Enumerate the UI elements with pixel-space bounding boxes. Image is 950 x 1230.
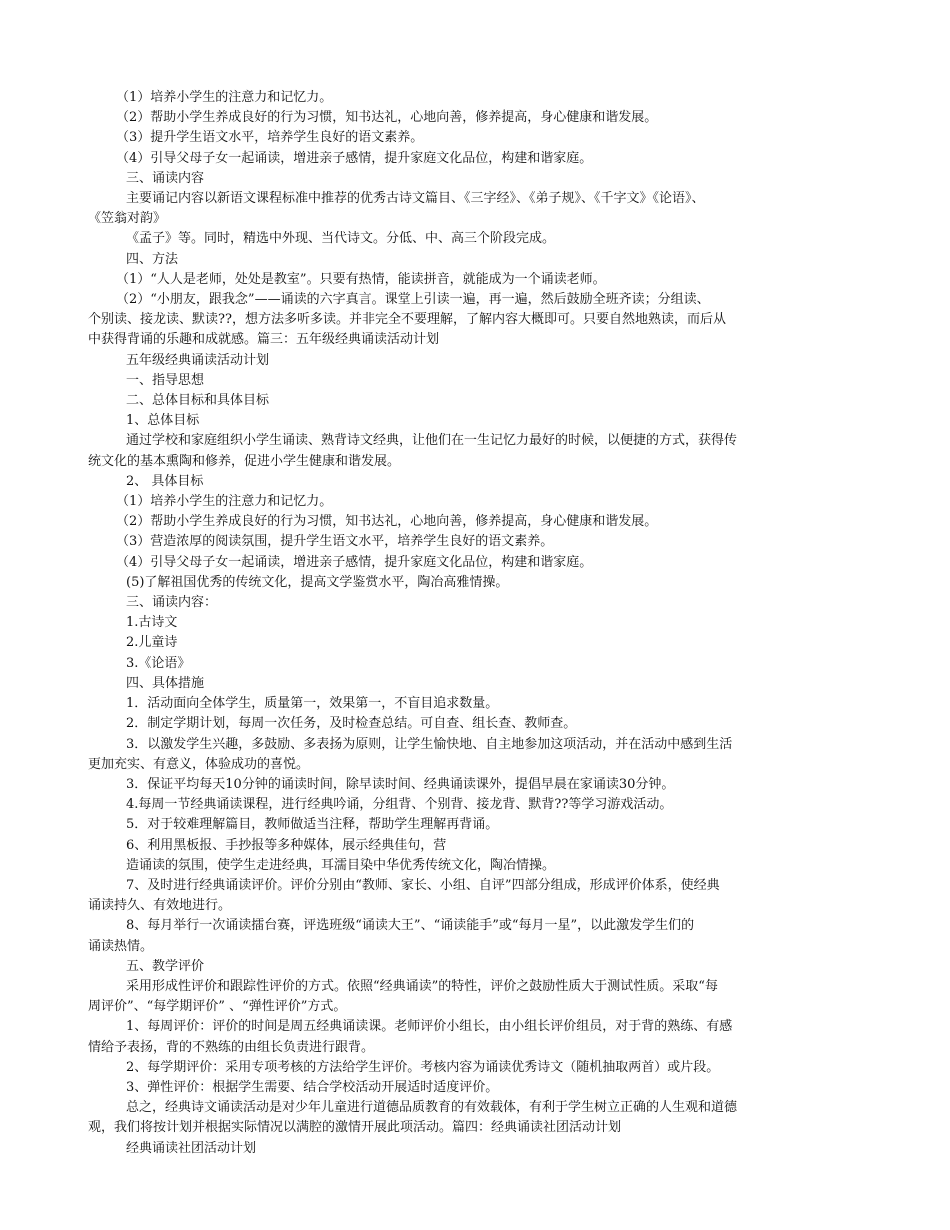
text-line: （3）营造浓厚的阅读氛围，提升学生语文水平，培养学生良好的语文素养。 <box>116 534 554 550</box>
text-line: 3．以激发学生兴趣，多鼓励、多表扬为原则，让学生愉快地、自主地参加这项活动，并在活动中感到生活 <box>126 736 733 752</box>
document-body <box>88 88 860 1159</box>
text-line: 2、 具体目标 <box>126 473 204 489</box>
text-line: 《笠翁对韵》 <box>88 211 167 227</box>
text-line: 3、弹性评价：根据学生需要、结合学校活动开展适时适度评价。 <box>126 1079 499 1095</box>
text-line: 采用形成性评价和跟踪性评价的方式。依照“经典诵读”的特性，评价之鼓励性质大于测试性质。采取“每 <box>126 978 718 994</box>
text-line: 主要诵记内容以新语文课程标准中推荐的优秀古诗文篇目、《三字经》、《弟子规》、《千字文》《论语》、 <box>126 191 705 207</box>
text-line: （4）引导父母子女一起诵读，增进亲子感情，提升家庭文化品位，构建和谐家庭。 <box>116 554 593 570</box>
text-line: （1）培养小学生的注意力和记忆力。 <box>116 90 333 105</box>
text-line: 更加充实、有意义，体验成功的喜悦。 <box>88 756 310 772</box>
text-line: （2）帮助小学生养成良好的行为习惯，知书达礼，心地向善，修养提高，身心健康和谐发展。 <box>116 110 658 126</box>
text-line: 1、每周评价：评价的时间是周五经典诵读课。老师评价小组长，由小组长评价组员，对于背的熟练、有感 <box>126 1019 733 1035</box>
text-line: 个别读、接龙读、默读??，想方法多听多读。并非完全不要理解，了解内容大概即可。只要自然地熟读，而后从 <box>88 312 726 328</box>
text-line: 7、及时进行经典诵读评价。评价分别由“教师、家长、小组、自评”四部分组成，形成评价体系，使经典 <box>126 877 720 893</box>
text-line: 五年级经典诵读活动计划 <box>126 352 270 368</box>
text-line: 1．活动面向全体学生，质量第一，效果第一，不盲目追求数量。 <box>126 696 499 712</box>
text-line: 四、方法 <box>126 251 179 267</box>
text-line: 2.儿童诗 <box>126 635 178 651</box>
text-line: 3．保证平均每天10分钟的诵读时间，除早读时间、经典诵读课外，提倡早晨在家诵读30分钟。 <box>126 776 675 792</box>
text-line: 造诵读的氛围，使学生走进经典，耳濡目染中华优秀传统文化，陶冶情操。 <box>126 857 556 873</box>
text-line: 周评价”、“每学期评价” 、“弹性评价”方式。 <box>88 999 347 1015</box>
text-line: 四、具体措施 <box>126 675 205 691</box>
text-line: 3.《论语》 <box>126 655 191 671</box>
text-line: 诵读持久、有效地进行。 <box>88 898 232 914</box>
text-line: 情给予表扬，背的不熟练的由组长负责进行跟背。 <box>88 1039 375 1055</box>
text-line: 6、利用黑板报、手抄报等多种媒体，展示经典佳句，营 <box>126 837 447 853</box>
text-line: (5)了解祖国优秀的传统文化，提高文学鉴赏水平，陶冶高雅情操。 <box>126 574 509 590</box>
text-line: 1.古诗文 <box>126 615 178 631</box>
text-line: 三、诵读内容 <box>126 170 205 186</box>
text-line: （2）“小朋友，跟我念”——诵读的六字真言。课堂上引读一遍，再一遍，然后鼓励全班齐读；分组读、 <box>116 292 710 308</box>
text-line: （3）提升学生语文水平，培养学生良好的语文素养。 <box>116 130 424 146</box>
text-line: （4）引导父母子女一起诵读，增进亲子感情，提升家庭文化品位，构建和谐家庭。 <box>116 150 593 166</box>
text-line: 一、指导思想 <box>126 372 205 388</box>
text-line: 经典诵读社团活动计划 <box>126 1140 257 1156</box>
text-line: 诵读热情。 <box>88 938 154 954</box>
text-line: 《孟子》等。同时，精选中外现、当代诗文。分低、中、高三个阶段完成。 <box>126 231 556 247</box>
text-line: 8、每月举行一次诵读擂台赛，评选班级“诵读大王”、“诵读能手”或“每月一星”，以此激发学生们的 <box>126 918 695 934</box>
text-line: 统文化的基本熏陶和修养，促进小学生健康和谐发展。 <box>88 453 401 469</box>
text-line: 五、教学评价 <box>126 958 205 974</box>
text-line: 通过学校和家庭组织小学生诵读、熟背诗文经典，让他们在一生记忆力最好的时候，以便捷的方式，获得传 <box>126 433 738 449</box>
text-line: 4.每周一节经典诵读课程，进行经典吟诵，分组背、个别背、接龙背、默背??等学习游戏活动。 <box>126 797 673 813</box>
text-line: 2．制定学期计划，每周一次任务，及时检查总结。可自查、组长查、教师查。 <box>126 716 577 732</box>
text-line: （2）帮助小学生养成良好的行为习惯，知书达礼，心地向善，修养提高，身心健康和谐发展。 <box>116 514 658 530</box>
text-line: 三、诵读内容： <box>126 595 218 611</box>
text-line: （1）“人人是老师，处处是教室”。只要有热情，能读拼音，就能成为一个诵读老师。 <box>116 271 606 287</box>
text-line: 5．对于较难理解篇目，教师做适当注释，帮助学生理解再背诵。 <box>126 817 499 833</box>
text-line: 二、总体目标和具体目标 <box>126 393 270 409</box>
text-line: 观，我们将按计划并根据实际情况以满腔的激情开展此项活动。篇四：经典诵读社团活动计划 <box>88 1120 622 1136</box>
text-line: （1）培养小学生的注意力和记忆力。 <box>116 494 333 510</box>
text-line: 总之，经典诗文诵读活动是对少年儿童进行道德品质教育的有效载体，有利于学生树立正确的人生观和道德 <box>126 1100 738 1116</box>
text-line: 2、每学期评价：采用专项考核的方法给学生评价。考核内容为诵读优秀诗文（随机抽取两首）或片段。 <box>126 1059 720 1075</box>
text-line: 1、总体目标 <box>126 413 200 429</box>
text-line: 中获得背诵的乐趣和成就感。篇三：五年级经典诵读活动计划 <box>88 332 440 348</box>
